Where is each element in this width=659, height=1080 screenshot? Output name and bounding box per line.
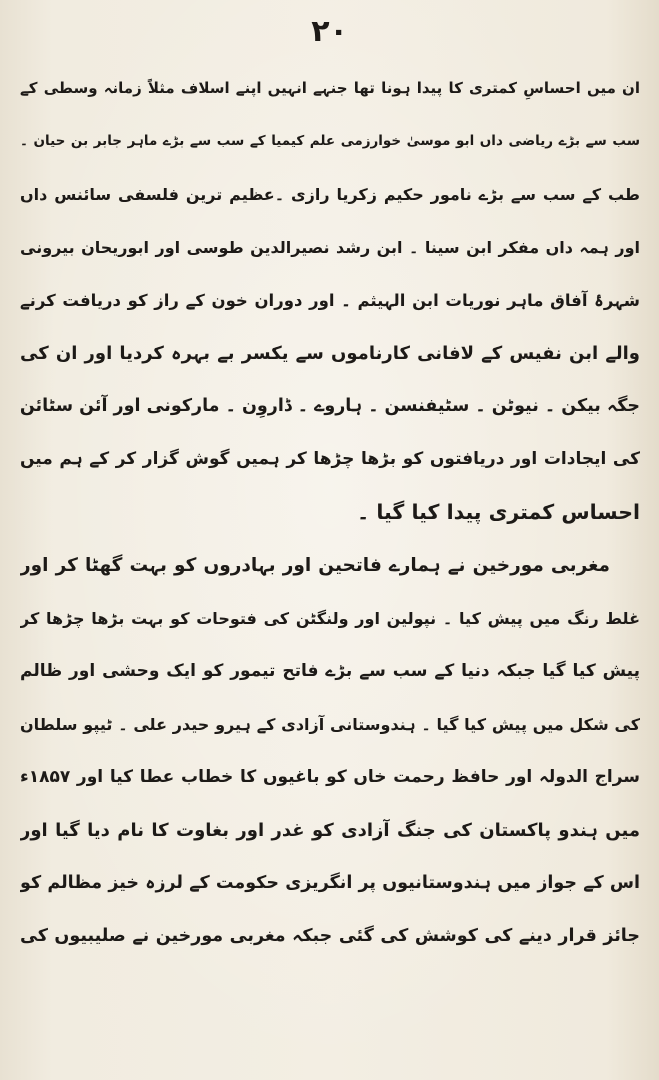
text-line: میں ہندو پاکستان کی جنگ آزادی کو غدر اور بغاوت کا نام دیا گیا اور — [20, 820, 640, 841]
text-line: والے ابن نفیس کے لافانی کارناموں سے یکسر بے بہرہ کردیا اور ان کی — [20, 343, 640, 364]
text-line: سراج الدولہ اور حافظ رحمت خاں کو باغیوں کا خطاب عطا کیا اور ۱۸۵۷ء — [20, 767, 640, 787]
text-line: اور ہمہ داں مفکر ابن سینا ۔ ابن رشد نصیرالدین طوسی اور ابوریحان بیرونی — [20, 238, 640, 257]
text-line: شہرۂ آفاق ماہر نوریات ابن الہیثم ۔ اور دوران خون کے راز کو دریافت کرنے — [20, 291, 640, 310]
text-line: کی شکل میں پیش کیا گیا ۔ ہندوستانی آزادی کے ہیرو حیدر علی ۔ ٹیپو سلطان — [20, 715, 640, 734]
page-number: ۲۰ — [311, 14, 348, 49]
text-line: جائز قرار دینے کی کوشش کی گئی جبکہ مغربی مورخین نے صلیبیوں کی — [20, 926, 640, 946]
text-line: جگہ بیکن ۔ نیوٹن ۔ سٹیفنسن ۔ ہاروے ۔ ڈاروِن ۔ مارکونی اور آئن سٹائن — [20, 396, 640, 416]
paragraph-start-line: مغربی مورخین نے ہمارے فاتحین اور بہادروں کو بہت گھٹا کر اور — [20, 555, 610, 576]
text-line: کی ایجادات اور دریافتوں کو بڑھا چڑھا کر ہمیں گوش گزار کر کے ہم میں — [20, 449, 640, 469]
text-line: طب کے سب سے بڑے نامور حکیم زکریا رازی ۔عظیم ترین فلسفی سائنس داں — [20, 185, 640, 204]
text-line: احساس کمتری پیدا کیا گیا ۔ — [357, 500, 640, 524]
body-text — [20, 62, 640, 963]
text-line: غلط رنگ میں پیش کیا ۔ نپولین اور ولنگٹن کی فتوحات کو بہت بڑھا چڑھا کر — [20, 609, 640, 628]
text-line: ان میں احساسِ کمتری کا پیدا ہونا تھا جنہے انہیں اپنے اسلاف مثلاً زمانہ وسطی کے — [20, 79, 640, 97]
text-line: پیش کیا گیا جبکہ دنیا کے سب سے بڑے فاتح تیمور کو ایک وحشی اور ظالم — [20, 661, 640, 681]
text-line: اس کے جواز میں ہندوستانیوں پر انگریزی حکومت کے لرزہ خیز مظالم کو — [20, 873, 640, 893]
text-line: سب سے بڑے ریاضی داں ابو موسیٰ خوارزمی علم کیمیا کے سب سے بڑے ماہر جابر بن حیان ۔ — [20, 133, 640, 149]
